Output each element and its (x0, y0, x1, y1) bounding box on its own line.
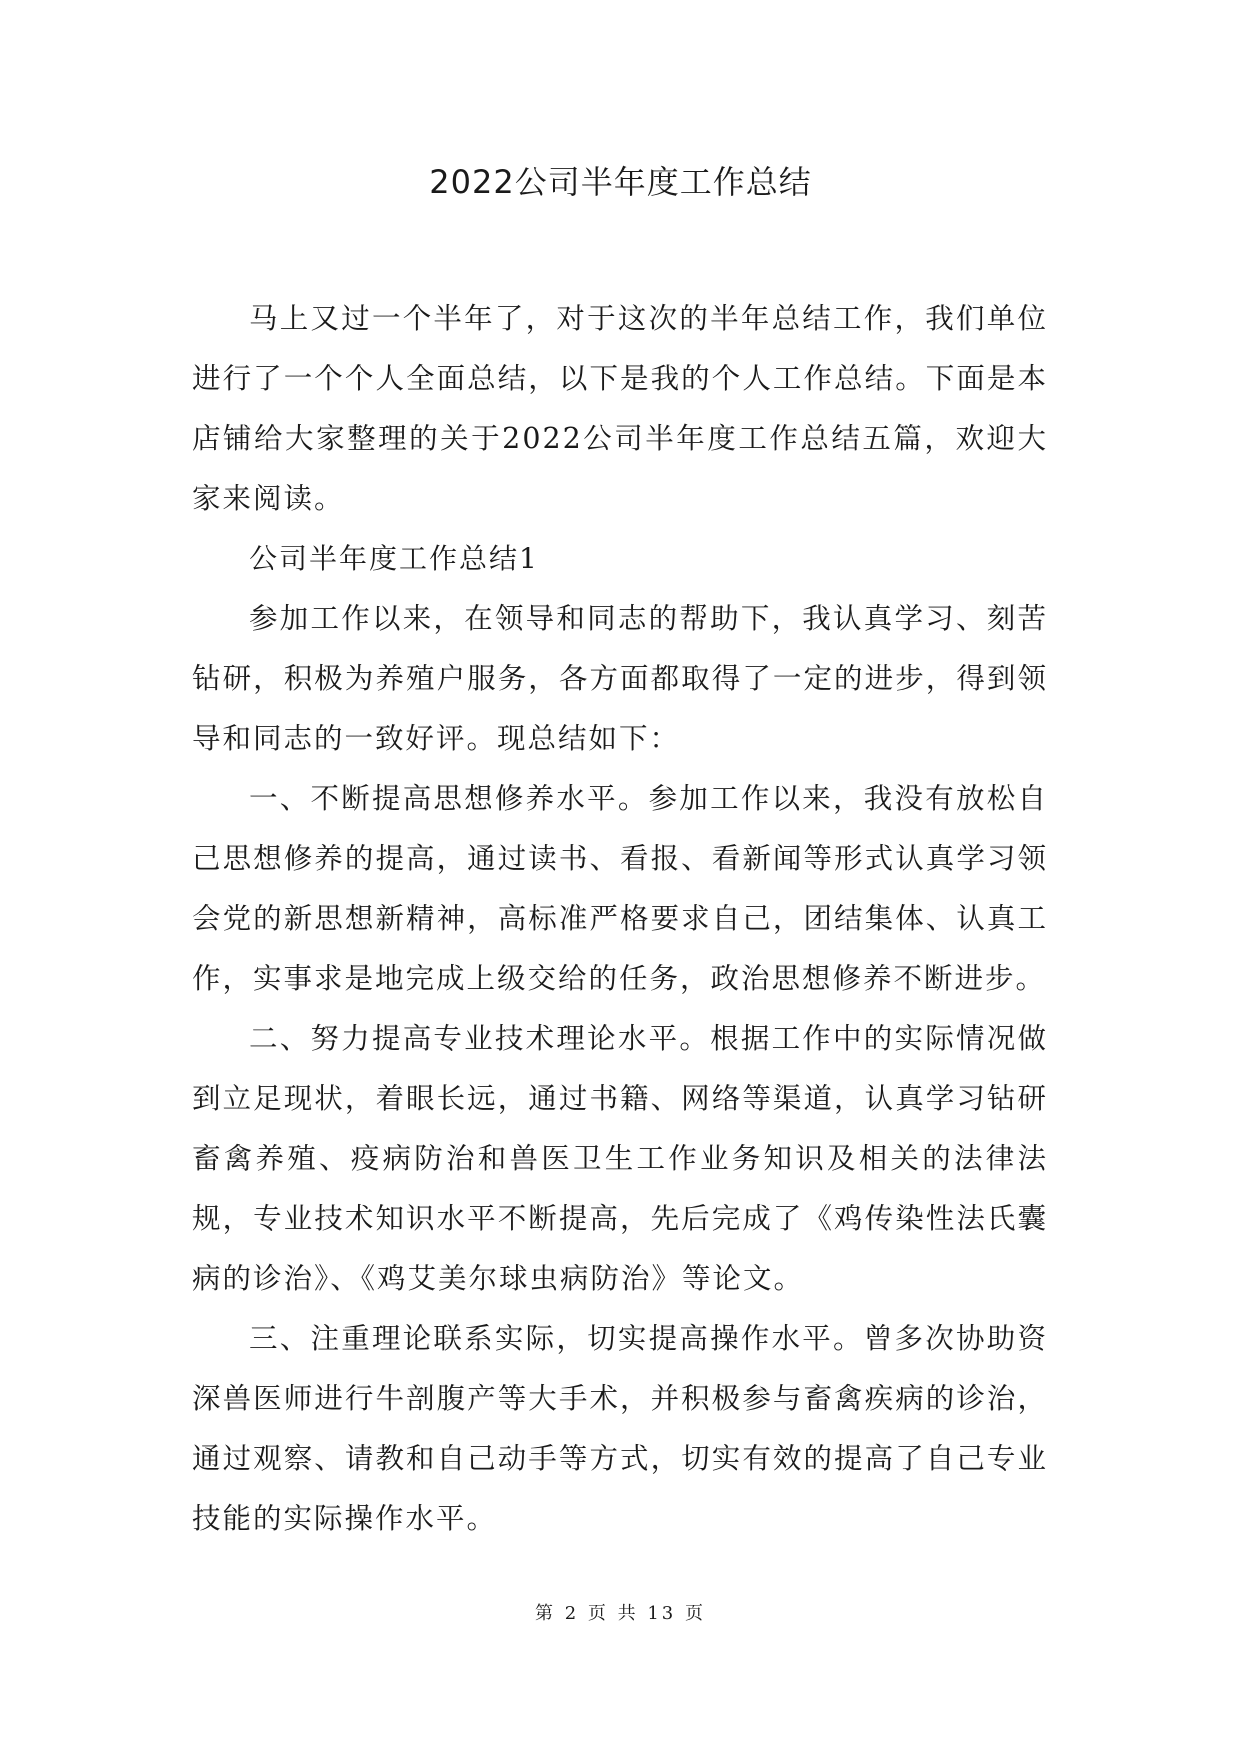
document-title: 2022公司半年度工作总结 (429, 163, 812, 201)
page-number-footer: 第 2 页 共 13 页 (535, 1603, 706, 1624)
intro-paragraph: 马上又过一个半年了，对于这次的半年总结工作，我们单位进行了一个个人全面总结，以下是我的个人工作总结。下面是本店铺给大家整理的关于2022公司半年度工作总结五篇，欢迎大家来阅读。 (192, 302, 1048, 515)
body-paragraph: 二、努力提高专业技术理论水平。根据工作中的实际情况做到立足现状，着眼长远，通过书籍、网络等渠道，认真学习钻研畜禽养殖、疫病防治和兽医卫生工作业务知识及相关的法律法规，专业技术知识水平不断提高，先后完成了《鸡传染性法氏囊病的诊治》、《鸡艾美尔球虫病防治》等论文。 (192, 1022, 1048, 1295)
body-paragraph: 参加工作以来，在领导和同志的帮助下，我认真学习、刻苦钻研，积极为养殖户服务，各方面都取得了一定的进步，得到领导和同志的一致好评。现总结如下： (192, 602, 1048, 755)
body-paragraph: 三、注重理论联系实际，切实提高操作水平。曾多次协助资深兽医师进行牛剖腹产等大手术，并积极参与畜禽疾病的诊治，通过观察、请教和自己动手等方式，切实有效的提高了自己专业技能的实际操作水平。 (192, 1322, 1048, 1535)
body-paragraph: 一、不断提高思想修养水平。参加工作以来，我没有放松自己思想修养的提高，通过读书、看报、看新闻等形式认真学习领会党的新思想新精神，高标准严格要求自己，团结集体、认真工作，实事求是地完成上级交给的任务，政治思想修养不断进步。 (192, 782, 1048, 995)
section-heading: 公司半年度工作总结1 (249, 542, 539, 575)
document-body (192, 289, 1048, 1549)
